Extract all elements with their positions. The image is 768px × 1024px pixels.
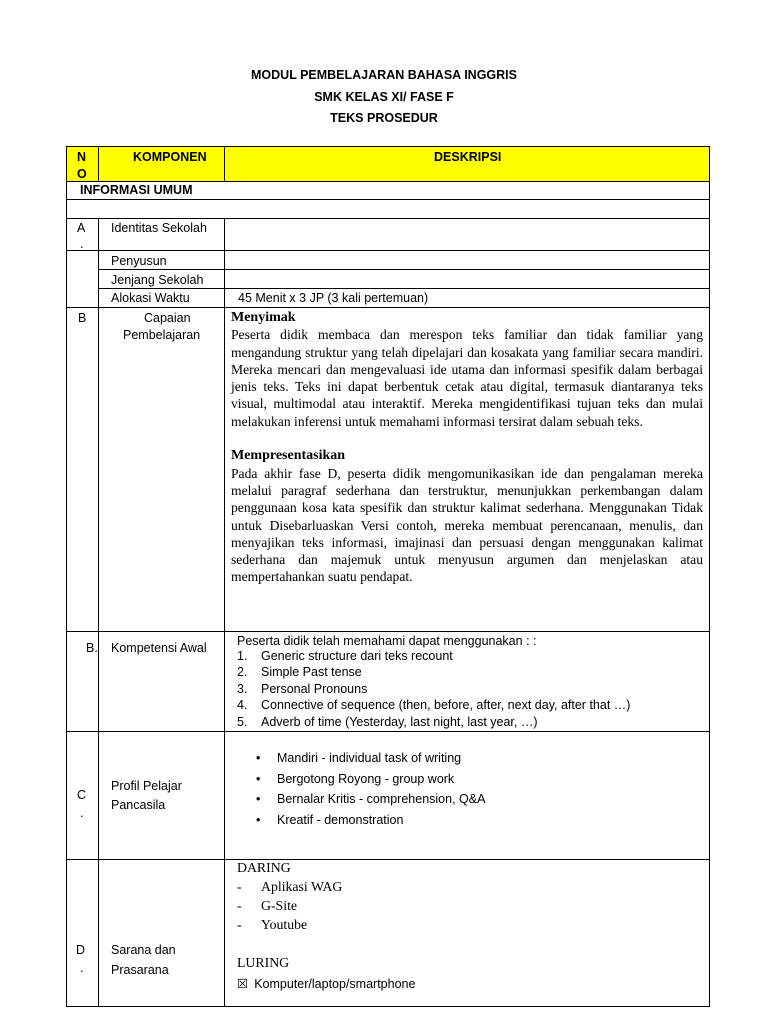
column-header-komponen: KOMPONEN — [133, 150, 207, 164]
luring-item: ☒ Komputer/laptop/smartphone — [237, 976, 416, 991]
bullet-icon: • — [256, 771, 261, 786]
row-c-dot: . — [80, 806, 84, 820]
capaian-description — [231, 309, 703, 586]
row-c-label: C — [77, 788, 87, 802]
menyimak-text: Peserta didik membaca dan merespon teks familiar dan tidak familiar yang mengandung struktur yang telah dipelajari dan kosakata yang familiar secara mandiri. Mereka mencari dan mengevaluasi ide utama dan informasi spesifik dalam berbagai jenis teks. Teks ini dapat berbentuk cetak atau digital, termasuk diantaranya teks visual, multimodal atau interaktif. Mereka mengidentifikasi tujuan teks dan mulai melakukan inferensi untuk memahami informasi tersirat dalam sebuah teks. — [231, 327, 703, 429]
mempresentasikan-title: Mempresentasikan — [231, 448, 346, 464]
list-item: 5. Adverb of time (Yesterday, last night, last year, …) — [237, 714, 538, 729]
row-d-label: D — [76, 943, 86, 957]
list-item: - Youtube — [237, 917, 308, 932]
profil-label-line1: Profil Pelajar — [111, 779, 182, 793]
daring-section — [237, 858, 342, 972]
column-header-no-cont: O — [77, 167, 87, 181]
bullet-icon: • — [256, 812, 261, 827]
list-item: • Bergotong Royong - group work — [256, 771, 455, 786]
sarana-label-line1: Sarana dan — [111, 943, 176, 957]
row-b-label: B — [78, 311, 87, 325]
column-header-deskripsi: DESKRIPSI — [434, 150, 502, 164]
list-item: - G-Site — [237, 898, 298, 913]
alokasi-waktu-value: 45 Menit x 3 JP (3 kali pertemuan) — [238, 291, 429, 305]
list-item: 4. Connective of sequence (then, before, after, next day, after that …) — [237, 698, 631, 713]
penyusun-label: Penyusun — [111, 254, 167, 268]
list-item: - Aplikasi WAG — [237, 879, 343, 894]
row-a-dot: . — [80, 237, 84, 251]
bullet-icon: • — [256, 792, 261, 806]
document-topic: TEKS PROSEDUR — [330, 111, 438, 125]
kompetensi-intro: Peserta didik telah memahami dapat menggunakan : : — [237, 634, 537, 648]
checkbox-checked-icon: ☒ — [237, 976, 249, 991]
menyimak-title: Menyimak — [231, 310, 296, 325]
sarana-label-line2: Prasarana — [111, 963, 169, 977]
list-item: • Bernalar Kritis - comprehension, Q&A — [256, 792, 486, 806]
mempresentasikan-text: Pada akhir fase D, peserta didik mengomunikasikan ide dan pengalaman mereka melalui paragraf sederhana dan terstruktur, menunjukkan perkembangan dalam penggunaan kosa kata spesifik dan struktur kalimat sederhana. Menggunakan Tidak untuk Disebarluaskan Versi contoh, mereka membuat perencanaan, menulis, dan menyajikan teks informasi, imajinasi dan persuasi dengan menggunakan kalimat sederhana dan majemuk untuk menyusun argumen dan menjelaskan atau mempertahankan suatu pendapat. — [231, 465, 703, 585]
capaian-label-line2: Pembelajaran — [123, 328, 201, 342]
capaian-label-line1: Capaian — [144, 311, 191, 325]
list-item: • Mandiri - individual task of writing — [256, 751, 462, 765]
bullet-icon: • — [256, 751, 261, 765]
jenjang-sekolah-label: Jenjang Sekolah — [111, 273, 204, 287]
identitas-sekolah-label: Identitas Sekolah — [111, 221, 207, 235]
list-item: • Kreatif - demonstration — [256, 812, 404, 827]
row-a-label: A — [77, 221, 86, 235]
kompetensi-awal-label: Kompetensi Awal — [111, 641, 207, 655]
profil-list — [256, 751, 485, 833]
alokasi-waktu-label: Alokasi Waktu — [111, 291, 190, 305]
list-item: 1. Generic structure dari teks recount — [237, 649, 453, 663]
list-item: 2. Simple Past tense — [237, 665, 362, 680]
section-informasi-umum: INFORMASI UMUM — [80, 183, 193, 197]
column-header-no: N — [77, 150, 87, 164]
document-title: MODUL PEMBELAJARAN BAHASA INGGRIS — [251, 68, 517, 82]
daring-title: DARING — [237, 860, 291, 875]
row-d-dot: . — [80, 961, 84, 975]
document-subtitle: SMK KELAS XI/ FASE F — [314, 90, 454, 104]
luring-title: LURING — [237, 955, 290, 970]
row-b2-label: B. — [86, 641, 98, 655]
profil-label-line2: Pancasila — [111, 798, 166, 812]
list-item: 3. Personal Pronouns — [237, 681, 368, 696]
kompetensi-list — [237, 648, 630, 730]
